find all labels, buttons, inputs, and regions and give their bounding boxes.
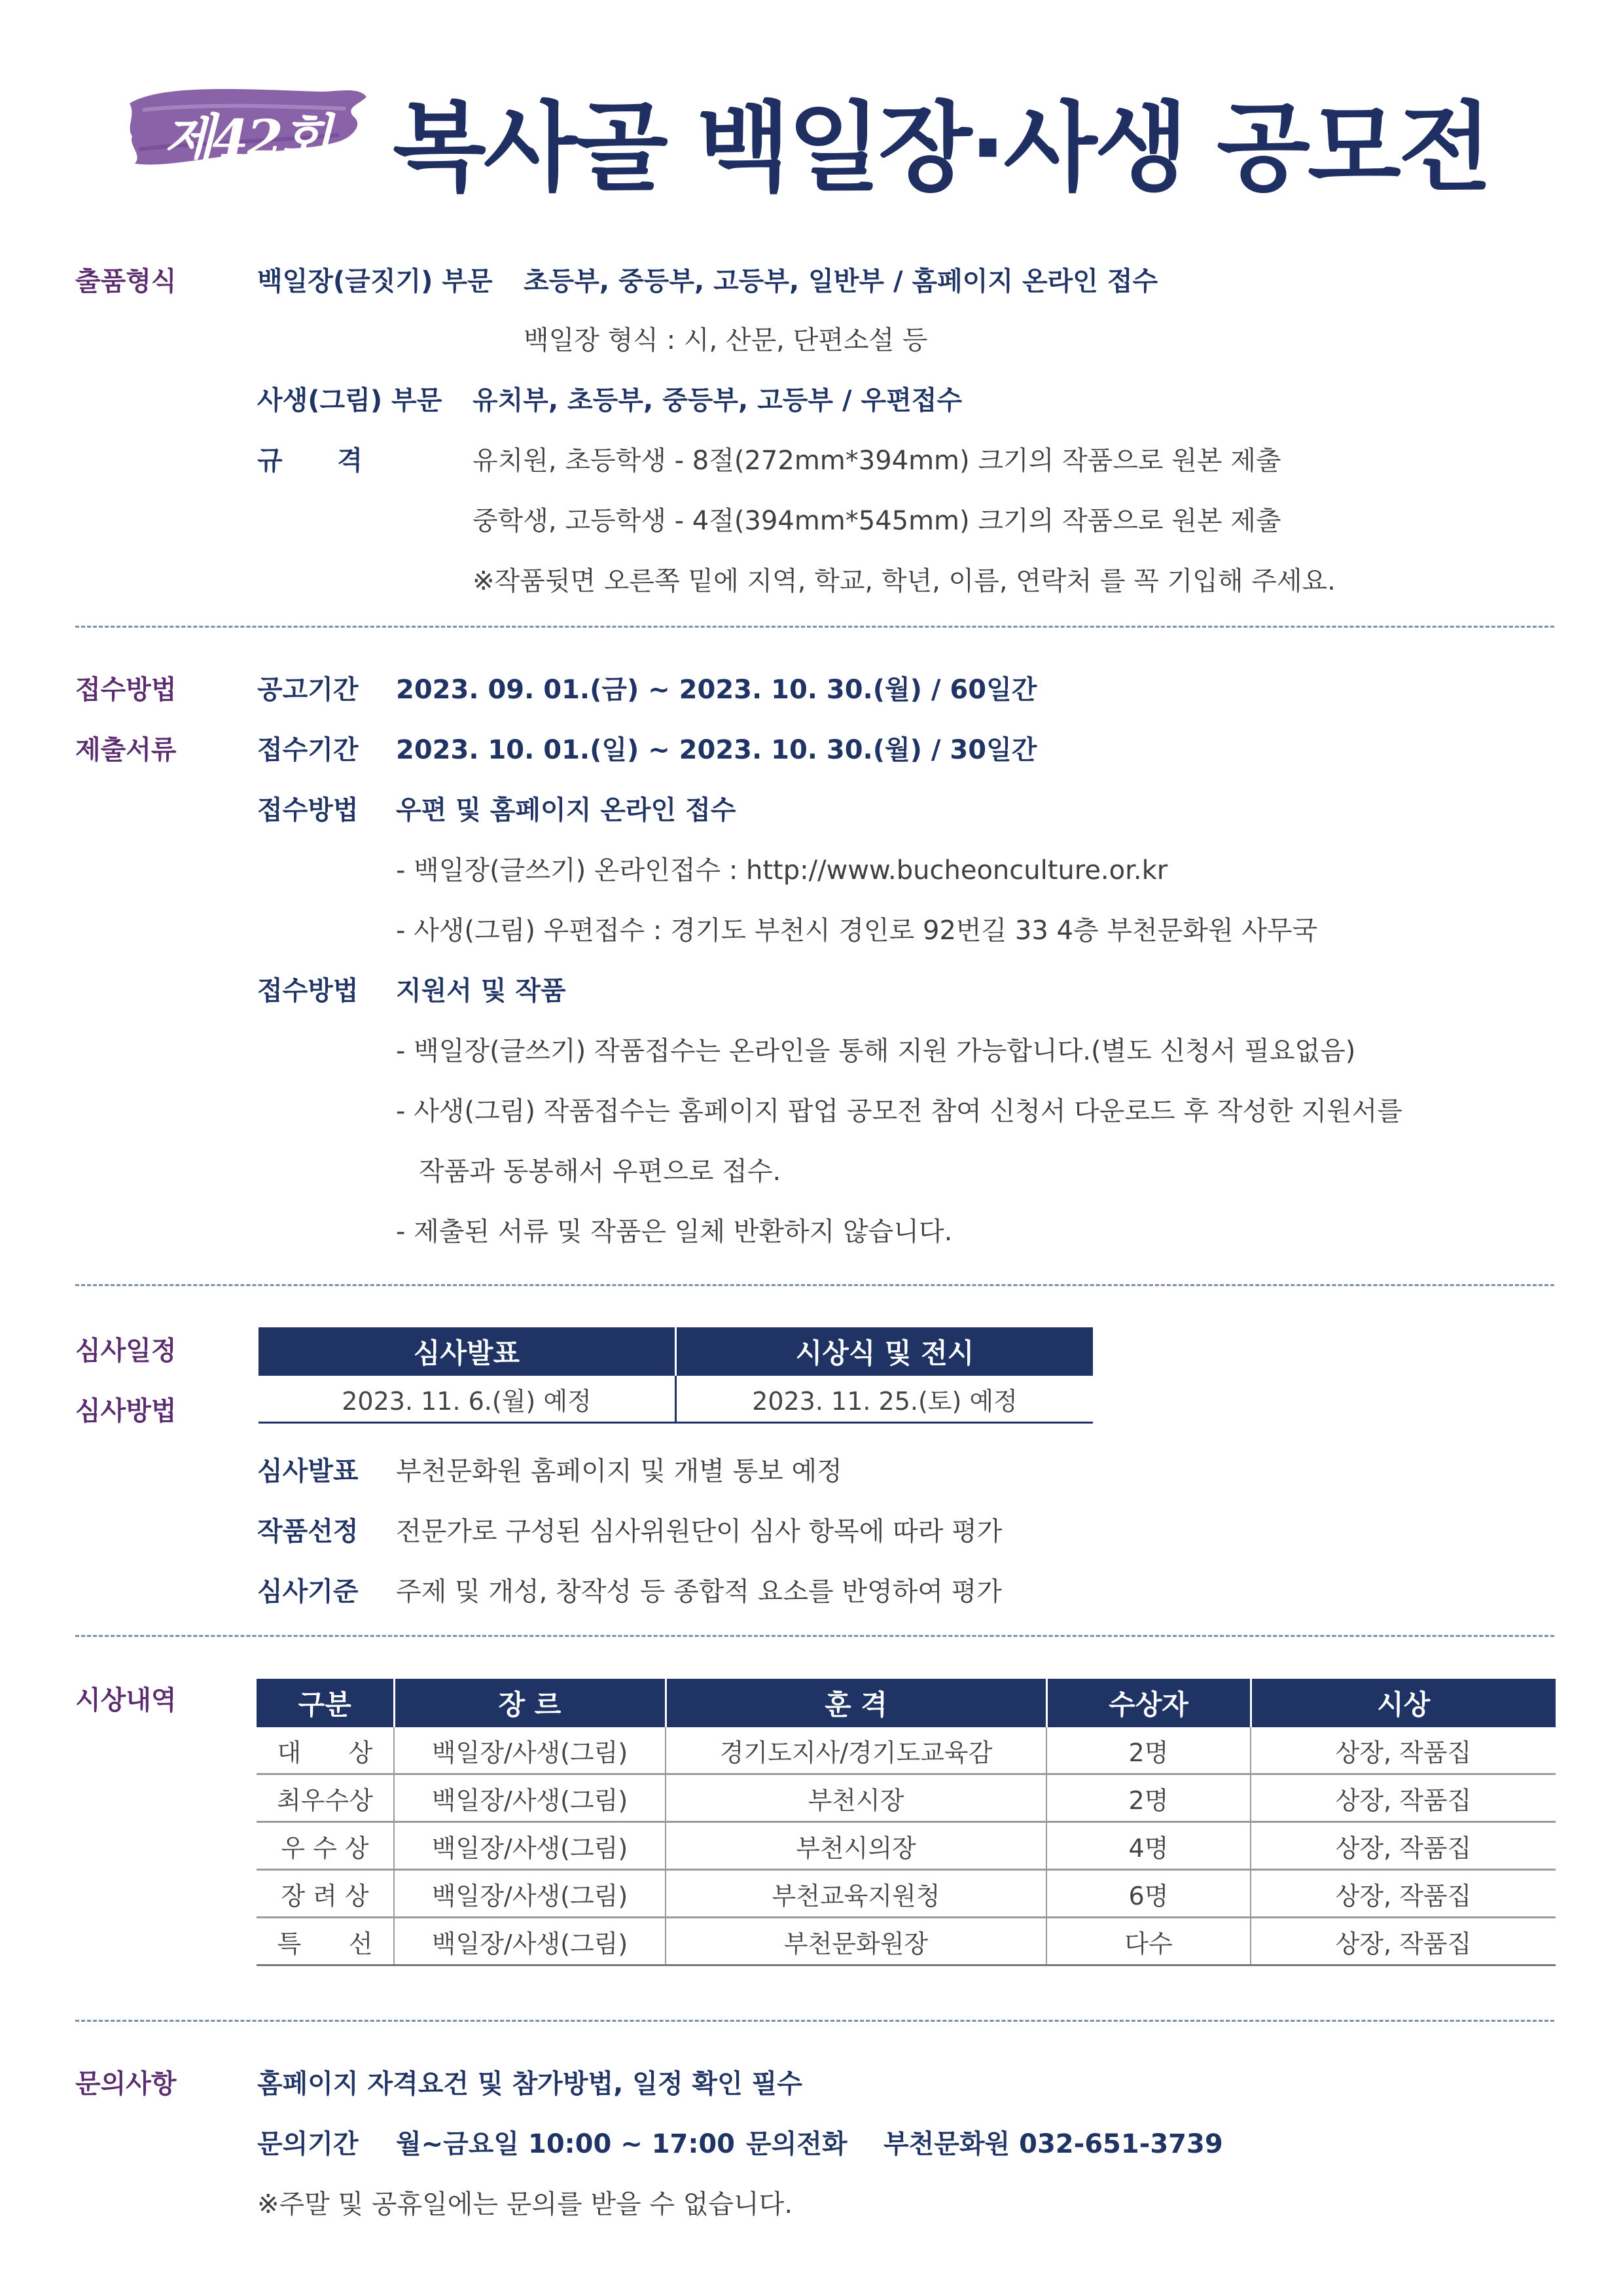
documents-line-2: - 사생(그림) 작품접수는 홈페이지 팝업 공모전 참여 신청서 다운로드 후 작성한 지원서를: [396, 1096, 1402, 1126]
essay-category-detail: 초등부, 중등부, 고등부, 일반부 / 홈페이지 온라인 접수: [524, 266, 1158, 296]
award-count: 다수: [1046, 1918, 1251, 1965]
schedule-table: [259, 1327, 1093, 1424]
table-row: [257, 1727, 1556, 1774]
section-documents: 제출서류: [75, 735, 177, 765]
documents-line-1: - 백일장(글쓰기) 작품접수는 온라인을 통해 지원 가능합니다.(별도 신청서 필요없음): [396, 1036, 1356, 1066]
award-name: 우 수 상: [257, 1822, 394, 1870]
award-prize: 상장, 작품집: [1251, 1918, 1556, 1965]
drawing-category-label: 사생(그림) 부문: [257, 386, 442, 416]
documents-value: 지원서 및 작품: [396, 976, 566, 1006]
award-honor: 부천시의장: [666, 1822, 1046, 1870]
spec-line-1: 유치원, 초등학생 - 8절(272mm*394mm) 크기의 작품으로 원본 제출: [473, 446, 1281, 476]
section-judging-schedule: 심사일정: [75, 1336, 177, 1366]
selection-value: 전문가로 구성된 심사위원단이 심사 항목에 따라 평가: [396, 1516, 1003, 1547]
award-genre: 백일장/사생(그림): [394, 1918, 666, 1965]
table-row: [257, 1822, 1556, 1870]
award-name: 특 선: [257, 1918, 394, 1965]
documents-label: 접수방법: [257, 976, 359, 1006]
award-honor: 부천교육지원청: [666, 1870, 1046, 1918]
award-name: 장 려 상: [257, 1870, 394, 1918]
award-count: 4명: [1046, 1822, 1251, 1870]
award-honor: 부천시장: [666, 1774, 1046, 1822]
inquiry-phone-value: 부천문화원 032-651-3739: [883, 2129, 1223, 2159]
essay-category-label: 백일장(글짓기) 부문: [257, 266, 493, 296]
badge-text: 제42회: [164, 108, 330, 170]
awards-header-row: [257, 1679, 1556, 1727]
inquiry-period-label: 문의기간: [257, 2129, 359, 2159]
reception-online-line: - 백일장(글쓰기) 온라인접수 : http://www.bucheonculture.or.kr: [396, 855, 1168, 886]
divider: [75, 626, 1554, 628]
drawing-category-detail: 유치부, 초등부, 중등부, 고등부 / 우편접수: [473, 386, 963, 416]
notice-period-value: 2023. 09. 01.(금) ~ 2023. 10. 30.(월) / 60일간: [396, 675, 1037, 705]
award-count: 6명: [1046, 1870, 1251, 1918]
award-name: 최우수상: [257, 1774, 394, 1822]
table-row: [257, 1774, 1556, 1822]
criteria-value: 주제 및 개성, 창작성 등 종합적 요소를 반영하여 평가: [396, 1577, 1002, 1607]
award-count: 2명: [1046, 1727, 1251, 1774]
criteria-label: 심사기준: [257, 1577, 359, 1607]
inquiry-period-value: 월~금요일 10:00 ~ 17:00: [396, 2129, 736, 2159]
award-honor: 경기도지사/경기도교육감: [666, 1727, 1046, 1774]
award-prize: 상장, 작품집: [1251, 1774, 1556, 1822]
documents-line-3: 작품과 동봉해서 우편으로 접수.: [419, 1157, 781, 1187]
award-count: 2명: [1046, 1774, 1251, 1822]
inquiry-notice: 홈페이지 자격요건 및 참가방법, 일정 확인 필수: [257, 2069, 802, 2099]
reception-method-value: 우편 및 홈페이지 온라인 접수: [396, 795, 736, 825]
section-judging-method: 심사방법: [75, 1396, 177, 1426]
award-prize: 상장, 작품집: [1251, 1822, 1556, 1870]
divider: [75, 1284, 1554, 1286]
announce-value: 부천문화원 홈페이지 및 개별 통보 예정: [396, 1456, 842, 1486]
selection-label: 작품선정: [257, 1516, 359, 1547]
schedule-header-row: [259, 1327, 1093, 1376]
section-inquiry: 문의사항: [75, 2069, 177, 2099]
schedule-header-cell: 시상식 및 전시: [675, 1327, 1093, 1376]
reception-period-label: 접수기간: [257, 735, 359, 765]
awards-header-cell: 수상자: [1046, 1679, 1251, 1727]
award-name: 대 상: [257, 1727, 394, 1774]
reception-period-value: 2023. 10. 01.(일) ~ 2023. 10. 30.(월) / 30일간: [396, 735, 1037, 765]
awards-header-cell: 장 르: [394, 1679, 666, 1727]
inquiry-phone-label: 문의전화: [746, 2129, 847, 2159]
schedule-cell: 2023. 11. 6.(월) 예정: [342, 1386, 592, 1416]
section-reception-method: 접수방법: [75, 675, 177, 705]
essay-types: 백일장 형식 : 시, 산문, 단편소설 등: [524, 325, 928, 355]
schedule-data-row: [259, 1376, 1093, 1424]
spec-note: ※작품뒷면 오른쪽 밑에 지역, 학교, 학년, 이름, 연락처 를 꼭 기입해 주세요.: [473, 566, 1336, 596]
table-row: [257, 1870, 1556, 1918]
award-prize: 상장, 작품집: [1251, 1870, 1556, 1918]
award-genre: 백일장/사생(그림): [394, 1727, 666, 1774]
award-genre: 백일장/사생(그림): [394, 1774, 666, 1822]
divider: [75, 2020, 1554, 2022]
awards-header-cell: 훈 격: [666, 1679, 1046, 1727]
divider: [75, 1635, 1554, 1637]
award-genre: 백일장/사생(그림): [394, 1870, 666, 1918]
award-prize: 상장, 작품집: [1251, 1727, 1556, 1774]
inquiry-note: ※주말 및 공휴일에는 문의를 받을 수 없습니다.: [257, 2189, 793, 2219]
announce-label: 심사발표: [257, 1456, 359, 1486]
table-row: [257, 1918, 1556, 1965]
award-genre: 백일장/사생(그림): [394, 1822, 666, 1870]
awards-table: [257, 1679, 1556, 1966]
documents-line-4: - 제출된 서류 및 작품은 일체 반환하지 않습니다.: [396, 1217, 953, 1247]
section-submission-format: 출품형식: [75, 266, 177, 296]
notice-period-label: 공고기간: [257, 675, 359, 705]
page-title: 복사골 백일장·사생 공모전: [393, 92, 1489, 204]
edition-badge: [123, 77, 370, 175]
award-honor: 부천문화원장: [666, 1918, 1046, 1965]
schedule-header-cell: 심사발표: [413, 1337, 520, 1369]
schedule-cell: 2023. 11. 25.(토) 예정: [675, 1376, 1093, 1422]
reception-method-label: 접수방법: [257, 795, 359, 825]
section-awards: 시상내역: [75, 1685, 177, 1715]
awards-header-cell: 구분: [257, 1679, 394, 1727]
awards-header-cell: 시상: [1251, 1679, 1556, 1727]
spec-line-2: 중학생, 고등학생 - 4절(394mm*545mm) 크기의 작품으로 원본 제출: [473, 506, 1281, 536]
reception-mail-line: - 사생(그림) 우편접수 : 경기도 부천시 경인로 92번길 33 4층 부천문화원 사무국: [396, 916, 1318, 946]
spec-label: 규 격: [257, 446, 363, 476]
